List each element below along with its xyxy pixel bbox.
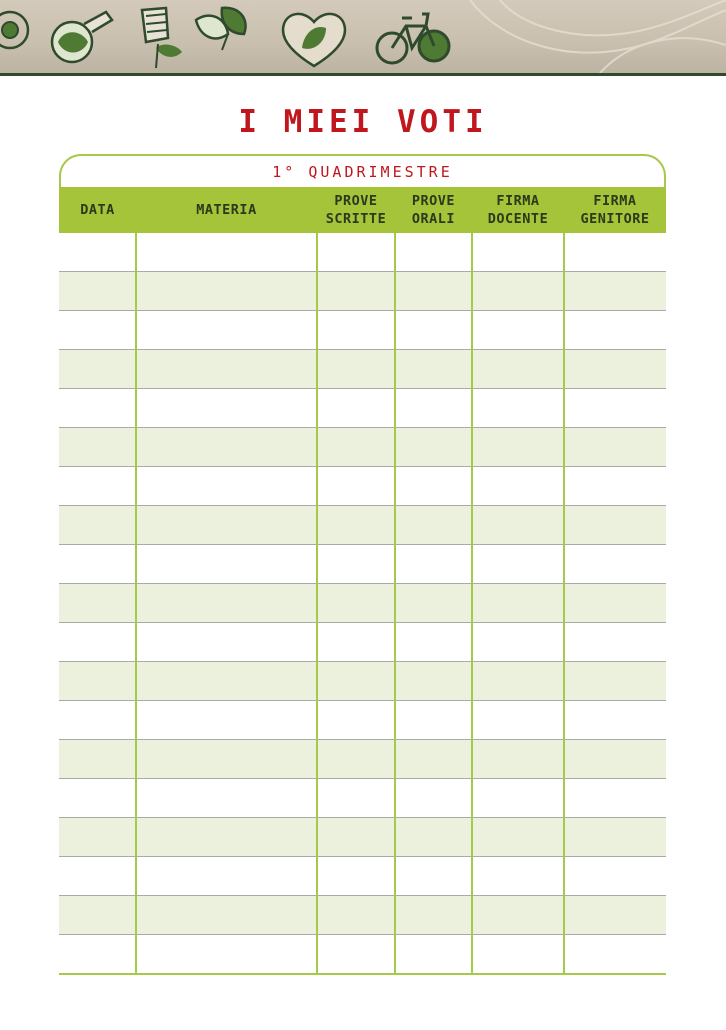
cell-firma-docente[interactable] <box>472 623 564 662</box>
cell-firma-genitore[interactable] <box>564 272 666 311</box>
cell-prove-orali[interactable] <box>395 272 472 311</box>
cell-prove-orali[interactable] <box>395 350 472 389</box>
cell-prove-orali[interactable] <box>395 467 472 506</box>
cell-prove-scritte[interactable] <box>317 896 395 935</box>
cell-prove-orali[interactable] <box>395 779 472 818</box>
table-row <box>59 389 666 428</box>
cell-prove-scritte[interactable] <box>317 389 395 428</box>
cell-prove-scritte[interactable] <box>317 857 395 896</box>
term-label: 1° QUADRIMESTRE <box>59 154 666 187</box>
cell-materia[interactable] <box>136 896 317 935</box>
column-header-firma-genitore: FIRMA GENITORE <box>564 187 666 233</box>
cell-firma-genitore[interactable] <box>564 545 666 584</box>
cell-firma-docente[interactable] <box>472 272 564 311</box>
cell-prove-scritte[interactable] <box>317 467 395 506</box>
decorative-banner <box>0 0 726 73</box>
table-header-row <box>59 187 666 233</box>
cell-firma-docente[interactable] <box>472 662 564 701</box>
table-row <box>59 233 666 272</box>
cell-prove-orali[interactable] <box>395 935 472 975</box>
table-row <box>59 272 666 311</box>
cell-prove-orali[interactable] <box>395 506 472 545</box>
cell-firma-docente[interactable] <box>472 818 564 857</box>
cell-prove-orali[interactable] <box>395 311 472 350</box>
table-row <box>59 662 666 701</box>
cell-materia[interactable] <box>136 233 317 272</box>
cell-data[interactable] <box>59 779 136 818</box>
page-title: I MIEI VOTI <box>238 104 488 140</box>
cell-prove-orali[interactable] <box>395 701 472 740</box>
cell-firma-genitore[interactable] <box>564 389 666 428</box>
table-row <box>59 506 666 545</box>
cell-materia[interactable] <box>136 545 317 584</box>
cell-materia[interactable] <box>136 350 317 389</box>
cell-data[interactable] <box>59 389 136 428</box>
flower-icon <box>0 6 32 56</box>
cell-prove-orali[interactable] <box>395 662 472 701</box>
cell-data[interactable] <box>59 584 136 623</box>
cell-data[interactable] <box>59 272 136 311</box>
cell-prove-orali[interactable] <box>395 857 472 896</box>
cell-prove-orali[interactable] <box>395 389 472 428</box>
cell-prove-scritte[interactable] <box>317 272 395 311</box>
column-header-materia: MATERIA <box>136 187 317 233</box>
column-header-prove-orali: PROVE ORALI <box>395 187 472 233</box>
cell-prove-scritte[interactable] <box>317 233 395 272</box>
cell-firma-genitore[interactable] <box>564 779 666 818</box>
cell-firma-docente[interactable] <box>472 233 564 272</box>
table-row <box>59 857 666 896</box>
cell-firma-docente[interactable] <box>472 779 564 818</box>
cell-prove-orali[interactable] <box>395 740 472 779</box>
cell-firma-docente[interactable] <box>472 857 564 896</box>
cell-firma-genitore[interactable] <box>564 506 666 545</box>
cell-prove-scritte[interactable] <box>317 350 395 389</box>
table-row <box>59 935 666 975</box>
cell-data[interactable] <box>59 857 136 896</box>
cell-firma-genitore[interactable] <box>564 428 666 467</box>
cell-firma-docente[interactable] <box>472 311 564 350</box>
cell-firma-docente[interactable] <box>472 584 564 623</box>
cell-firma-genitore[interactable] <box>564 467 666 506</box>
table-row <box>59 311 666 350</box>
cell-prove-scritte[interactable] <box>317 623 395 662</box>
cell-prove-orali[interactable] <box>395 896 472 935</box>
cell-data[interactable] <box>59 350 136 389</box>
cell-materia[interactable] <box>136 779 317 818</box>
cell-prove-orali[interactable] <box>395 233 472 272</box>
cell-prove-scritte[interactable] <box>317 545 395 584</box>
cell-data[interactable] <box>59 623 136 662</box>
cell-firma-genitore[interactable] <box>564 350 666 389</box>
cell-firma-docente[interactable] <box>472 389 564 428</box>
table-row <box>59 467 666 506</box>
cell-firma-docente[interactable] <box>472 428 564 467</box>
table-row <box>59 623 666 662</box>
cell-materia[interactable] <box>136 935 317 975</box>
cell-materia[interactable] <box>136 857 317 896</box>
cell-firma-docente[interactable] <box>472 467 564 506</box>
cell-materia[interactable] <box>136 272 317 311</box>
cell-data[interactable] <box>59 701 136 740</box>
lightbulb-icon <box>136 4 188 70</box>
cell-firma-genitore[interactable] <box>564 857 666 896</box>
cell-firma-genitore[interactable] <box>564 896 666 935</box>
cell-materia[interactable] <box>136 506 317 545</box>
table-row <box>59 350 666 389</box>
cell-materia[interactable] <box>136 623 317 662</box>
bicycle-icon <box>372 4 454 70</box>
cell-prove-orali[interactable] <box>395 584 472 623</box>
table-row <box>59 545 666 584</box>
cell-firma-genitore[interactable] <box>564 935 666 975</box>
cell-materia[interactable] <box>136 467 317 506</box>
column-header-firma-docente: FIRMA DOCENTE <box>472 187 564 233</box>
cell-prove-scritte[interactable] <box>317 935 395 975</box>
cell-firma-docente[interactable] <box>472 740 564 779</box>
table-row <box>59 428 666 467</box>
cell-data[interactable] <box>59 662 136 701</box>
table-row <box>59 779 666 818</box>
heart-leaf-icon <box>278 8 350 70</box>
cell-data[interactable] <box>59 467 136 506</box>
cell-prove-orali[interactable] <box>395 818 472 857</box>
cell-firma-genitore[interactable] <box>564 311 666 350</box>
cell-materia[interactable] <box>136 701 317 740</box>
cell-prove-orali[interactable] <box>395 428 472 467</box>
cell-data[interactable] <box>59 311 136 350</box>
cell-prove-scritte[interactable] <box>317 779 395 818</box>
cell-firma-genitore[interactable] <box>564 818 666 857</box>
cell-prove-scritte[interactable] <box>317 584 395 623</box>
banner-divider <box>0 73 726 76</box>
cell-prove-scritte[interactable] <box>317 311 395 350</box>
cell-materia[interactable] <box>136 740 317 779</box>
cell-data[interactable] <box>59 740 136 779</box>
cell-materia[interactable] <box>136 584 317 623</box>
cell-prove-scritte[interactable] <box>317 701 395 740</box>
cell-firma-docente[interactable] <box>472 506 564 545</box>
cell-materia[interactable] <box>136 818 317 857</box>
leaves-icon <box>192 4 254 54</box>
cell-materia[interactable] <box>136 662 317 701</box>
cell-firma-genitore[interactable] <box>564 701 666 740</box>
cell-firma-genitore[interactable] <box>564 623 666 662</box>
cell-materia[interactable] <box>136 389 317 428</box>
cell-data[interactable] <box>59 935 136 975</box>
cell-firma-genitore[interactable] <box>564 584 666 623</box>
cell-prove-orali[interactable] <box>395 623 472 662</box>
cell-firma-docente[interactable] <box>472 896 564 935</box>
table-row <box>59 584 666 623</box>
cell-materia[interactable] <box>136 428 317 467</box>
cell-prove-scritte[interactable] <box>317 740 395 779</box>
column-header-prove-scritte: PROVE SCRITTE <box>317 187 395 233</box>
grades-table-container <box>59 154 666 975</box>
column-header-data: DATA <box>59 187 136 233</box>
grades-table <box>59 187 666 975</box>
cell-prove-scritte[interactable] <box>317 662 395 701</box>
cell-data[interactable] <box>59 818 136 857</box>
cell-firma-docente[interactable] <box>472 935 564 975</box>
cell-data[interactable] <box>59 545 136 584</box>
cell-prove-orali[interactable] <box>395 545 472 584</box>
cell-data[interactable] <box>59 428 136 467</box>
flask-icon <box>48 6 120 68</box>
cell-firma-docente[interactable] <box>472 545 564 584</box>
table-row <box>59 740 666 779</box>
cell-firma-docente[interactable] <box>472 701 564 740</box>
cell-materia[interactable] <box>136 311 317 350</box>
cell-prove-scritte[interactable] <box>317 428 395 467</box>
cell-data[interactable] <box>59 896 136 935</box>
cell-firma-genitore[interactable] <box>564 740 666 779</box>
cell-data[interactable] <box>59 233 136 272</box>
table-row <box>59 896 666 935</box>
table-row <box>59 818 666 857</box>
cell-firma-docente[interactable] <box>472 350 564 389</box>
cell-prove-scritte[interactable] <box>317 818 395 857</box>
cell-firma-genitore[interactable] <box>564 233 666 272</box>
cell-prove-scritte[interactable] <box>317 506 395 545</box>
cell-data[interactable] <box>59 506 136 545</box>
cell-firma-genitore[interactable] <box>564 662 666 701</box>
table-row <box>59 701 666 740</box>
